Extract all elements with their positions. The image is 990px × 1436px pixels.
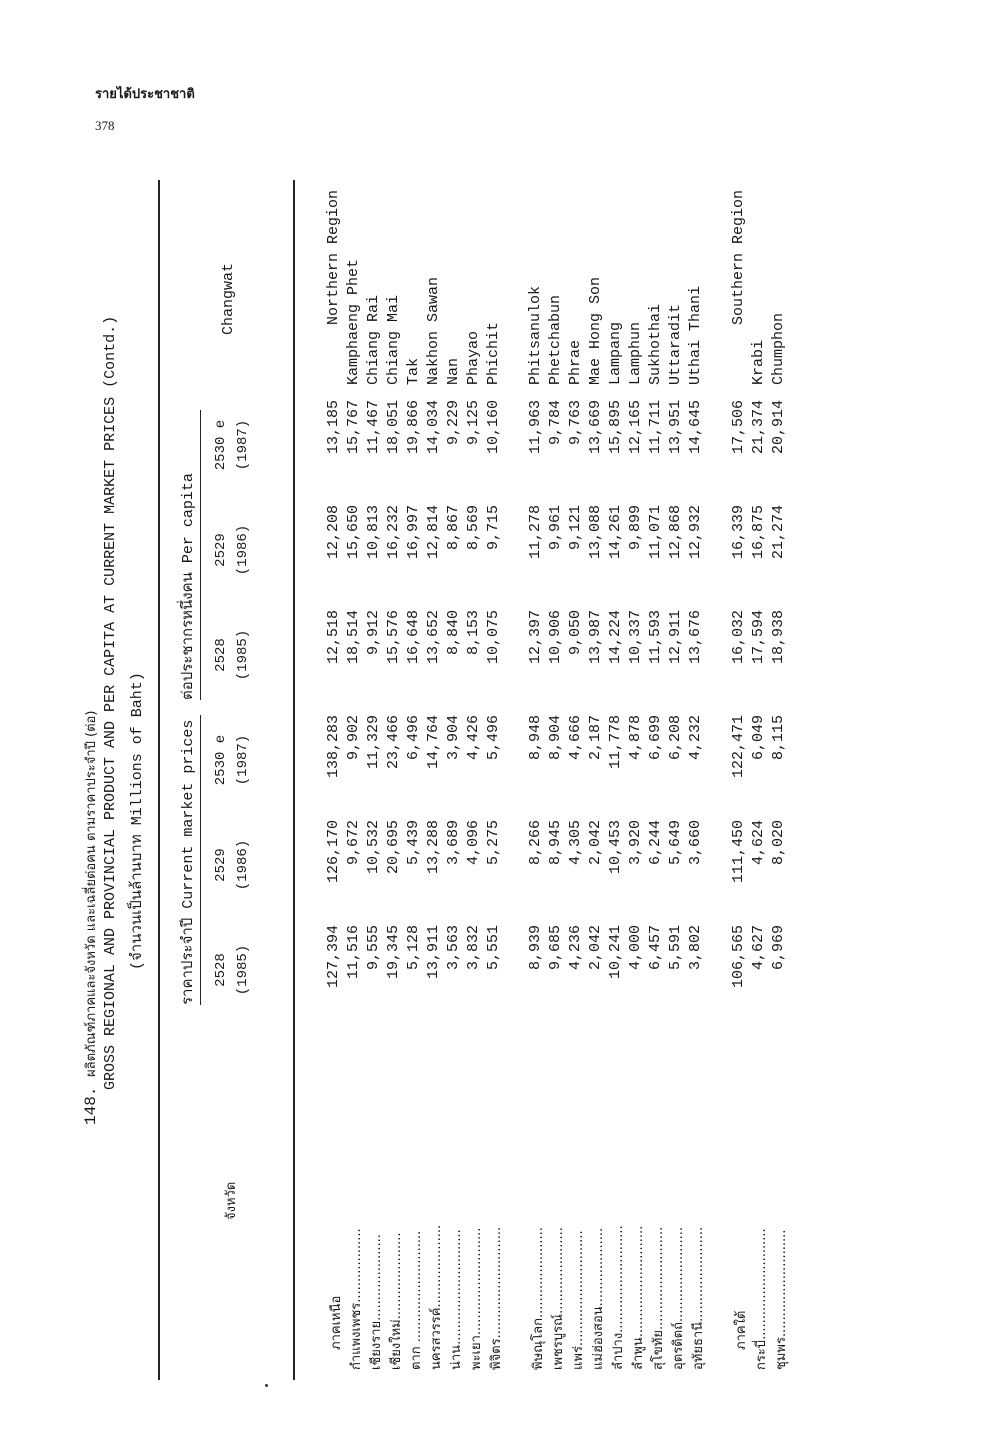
row-value: 19,345 (385, 925, 402, 980)
row-value: 16,875 (750, 505, 767, 560)
row-province-en: Phitsanulok (527, 285, 544, 385)
row-value: 9,912 (365, 610, 382, 656)
row-value: 6,699 (647, 715, 664, 761)
row-value: 11,278 (527, 505, 544, 560)
row-province-en: Southern Region (730, 190, 747, 326)
row-value: 11,516 (345, 925, 362, 980)
row-province-th: แพร่............................ (571, 1230, 586, 1370)
row-value: 17,594 (750, 610, 767, 665)
row-value: 9,685 (547, 925, 564, 971)
row-province-th: ลำปาง.......................... (611, 1225, 626, 1370)
year-header: 2528 (1985) (213, 629, 251, 681)
row-value: 111,450 (730, 820, 747, 884)
row-province-th: ตาก ........................... (409, 1230, 424, 1370)
row-value: 20,695 (385, 820, 402, 875)
row-value: 10,241 (607, 925, 624, 980)
row-province-en: Nakhon Sawan (425, 276, 442, 385)
row-value: 3,660 (687, 820, 704, 866)
year-header: 2529 (1986) (213, 839, 251, 891)
row-value: 3,832 (465, 925, 482, 971)
row-value: 5,551 (485, 925, 502, 971)
year-header: 2530 e (1987) (213, 419, 251, 471)
row-value: 122,471 (730, 715, 747, 779)
running-header-title: รายได้ประชาชาติ (95, 86, 195, 101)
row-value: 138,283 (325, 715, 342, 779)
row-value: 8,840 (445, 610, 462, 656)
row-value: 11,467 (365, 400, 382, 455)
row-value: 9,555 (365, 925, 382, 971)
row-value: 6,244 (647, 820, 664, 866)
row-value: 18,514 (345, 610, 362, 665)
row-value: 21,274 (770, 505, 787, 560)
row-province-en: Sukhothai (647, 303, 664, 385)
table-number: 148. (82, 1086, 100, 1125)
row-province-en: Uthai Thani (687, 285, 704, 385)
row-value: 9,763 (567, 400, 584, 446)
row-value: 11,071 (647, 505, 664, 560)
year-header: 2530 e (1987) (213, 734, 251, 786)
table-title-thai: ผลิตภัณฑ์ภาคและจังหวัด และเฉลี่ยต่อคน ตามราคาประจำปี (ต่อ) (84, 710, 99, 1077)
row-value: 4,000 (627, 925, 644, 971)
row-value: 16,232 (385, 505, 402, 560)
row-value: 14,764 (425, 715, 442, 770)
row-value: 8,115 (770, 715, 787, 761)
row-province-en: Krabi (750, 339, 767, 385)
row-value: 10,532 (365, 820, 382, 875)
row-value: 4,096 (465, 820, 482, 866)
row-value: 13,669 (587, 400, 604, 455)
row-value: 4,236 (567, 925, 584, 971)
row-province-th: อุตรดิตถ์....................... (671, 1226, 686, 1370)
row-value: 6,049 (750, 715, 767, 761)
row-value: 9,961 (547, 505, 564, 551)
row-value: 10,160 (485, 400, 502, 455)
row-province-th: เชียงใหม่..................... (389, 1232, 404, 1370)
row-province-th: สุโขทัย......................... (651, 1226, 666, 1370)
row-value: 13,676 (687, 610, 704, 665)
row-province-en: Lamphun (627, 321, 644, 385)
row-value: 16,648 (405, 610, 422, 665)
row-value: 4,305 (567, 820, 584, 866)
row-province-th: พิษณุโลก...................... (531, 1227, 546, 1370)
row-value: 21,374 (750, 400, 767, 455)
row-value: 4,878 (627, 715, 644, 761)
year-header: 2529 (1986) (213, 524, 251, 576)
row-value: 12,397 (527, 610, 544, 665)
row-value: 3,563 (445, 925, 462, 971)
row-province-th: น่าน............................ (449, 1229, 464, 1370)
row-value: 11,963 (527, 400, 544, 455)
row-value: 8,904 (547, 715, 564, 761)
row-value: 8,569 (465, 505, 482, 551)
row-value: 9,715 (485, 505, 502, 551)
row-value: 20,914 (770, 400, 787, 455)
row-value: 5,439 (405, 820, 422, 866)
row-value: 8,867 (445, 505, 462, 551)
row-value: 4,624 (750, 820, 767, 866)
row-value: 10,906 (547, 610, 564, 665)
row-province-en: Mae Hong Son (587, 276, 604, 385)
row-value: 5,275 (485, 820, 502, 866)
row-value: 16,339 (730, 505, 747, 560)
row-value: 3,920 (627, 820, 644, 866)
row-province-th: ภาคใต้ (734, 1310, 749, 1350)
row-value: 5,128 (405, 925, 422, 971)
row-value: 3,689 (445, 820, 462, 866)
row-value: 3,904 (445, 715, 462, 761)
row-value: 12,814 (425, 505, 442, 560)
row-province-en: Kamphaeng Phet (345, 258, 362, 385)
row-province-th: แม่ฮ่องสอน................... (591, 1227, 606, 1370)
row-value: 11,711 (647, 400, 664, 455)
row-value: 12,868 (667, 505, 684, 560)
row-value: 2,187 (587, 715, 604, 761)
row-value: 14,034 (425, 400, 442, 455)
year-header: 2528 (1985) (213, 944, 251, 996)
row-province-en: Phichit (485, 321, 502, 385)
row-value: 11,329 (365, 715, 382, 770)
page-number: 378 (95, 118, 115, 133)
row-province-en: Phetchabun (547, 294, 564, 385)
rotated-table-page (80, 180, 860, 1380)
row-value: 10,075 (485, 610, 502, 665)
row-value: 10,337 (627, 610, 644, 665)
row-value: 16,032 (730, 610, 747, 665)
row-province-th: นครสวรรค์.................... (429, 1224, 444, 1370)
row-value: 15,576 (385, 610, 402, 665)
row-value: 6,208 (667, 715, 684, 761)
row-province-th: กระบี่........................... (754, 1228, 769, 1370)
row-value: 5,591 (667, 925, 684, 971)
row-value: 6,457 (647, 925, 664, 971)
row-value: 18,051 (385, 400, 402, 455)
row-value: 8,939 (527, 925, 544, 971)
row-value: 2,042 (587, 820, 604, 866)
row-province-en: Northern Region (325, 190, 342, 326)
row-value: 13,288 (425, 820, 442, 875)
row-value: 12,518 (325, 610, 342, 665)
row-province-en: Chumphon (770, 312, 787, 385)
row-value: 19,866 (405, 400, 422, 455)
row-value: 13,911 (425, 925, 442, 980)
row-province-th: กำแพงเพชร.................. (349, 1228, 364, 1370)
row-value: 14,645 (687, 400, 704, 455)
row-value: 10,813 (365, 505, 382, 560)
row-value: 12,932 (687, 505, 704, 560)
row-value: 8,945 (547, 820, 564, 866)
row-province-en: Phrae (567, 339, 584, 385)
row-value: 9,229 (445, 400, 462, 446)
row-province-en: Chiang Mai (385, 294, 402, 385)
row-value: 5,496 (485, 715, 502, 761)
row-value: 16,997 (405, 505, 422, 560)
row-province-th: อุทัยธานี....................... (691, 1226, 706, 1370)
row-value: 12,165 (627, 400, 644, 455)
row-province-en: Chiang Rai (365, 294, 382, 385)
row-value: 6,496 (405, 715, 422, 761)
row-province-th: ชุมพร.......................... (774, 1229, 789, 1370)
row-value: 9,672 (345, 820, 362, 866)
row-province-en: Lampang (607, 321, 624, 385)
row-value: 12,911 (667, 610, 684, 665)
row-value: 9,121 (567, 505, 584, 551)
row-value: 11,593 (647, 610, 664, 665)
header-per-capita: ต่อประชากรหนึ่งคน Per capita (180, 473, 197, 700)
row-value: 23,466 (385, 715, 402, 770)
header-province-en: Changwat (220, 262, 237, 335)
row-value: 2,042 (587, 925, 604, 971)
row-value: 18,938 (770, 610, 787, 665)
row-province-en: Nan (445, 357, 462, 385)
table-title-en: GROSS REGIONAL AND PROVINCIAL PRODUCT AND PER CAPITA AT CURRENT MARKET PRICES (Contd.) (102, 315, 119, 1090)
row-value: 5,649 (667, 820, 684, 866)
row-value: 12,208 (325, 505, 342, 560)
row-province-th: เพชรบูรณ์..................... (551, 1227, 566, 1370)
row-value: 126,170 (325, 820, 342, 884)
row-province-th: พิจิตร........................... (489, 1226, 504, 1370)
row-value: 9,899 (627, 505, 644, 551)
row-value: 14,224 (607, 610, 624, 665)
row-value: 4,666 (567, 715, 584, 761)
row-province-en: Uttaradit (667, 303, 684, 385)
header-province-th: จังหวัด (224, 1181, 239, 1220)
row-value: 15,767 (345, 400, 362, 455)
row-value: 4,232 (687, 715, 704, 761)
row-province-th: พะเยา.......................... (469, 1227, 484, 1370)
row-value: 9,125 (465, 400, 482, 446)
row-value: 9,902 (345, 715, 362, 761)
row-value: 8,020 (770, 820, 787, 866)
table-unit: (จำนวนเป็นล้านบาท Millions of Baht) (129, 672, 146, 970)
row-value: 13,987 (587, 610, 604, 665)
header-current-prices: ราคาประจำปี Current market prices (180, 719, 197, 1005)
row-province-th: ภาคเหนือ (329, 1295, 344, 1350)
row-value: 15,650 (345, 505, 362, 560)
row-province-th: เชียงราย..................... (369, 1234, 384, 1370)
stray-mark (265, 1384, 268, 1387)
row-value: 17,506 (730, 400, 747, 455)
row-value: 3,802 (687, 925, 704, 971)
row-value: 14,261 (607, 505, 624, 560)
row-province-en: Tak (405, 357, 422, 385)
row-value: 127,394 (325, 925, 342, 989)
row-value: 11,778 (607, 715, 624, 770)
row-value: 13,088 (587, 505, 604, 560)
row-value: 4,426 (465, 715, 482, 761)
row-value: 8,266 (527, 820, 544, 866)
row-value: 10,453 (607, 820, 624, 875)
row-province-th: ลำพูน........................... (631, 1225, 646, 1370)
row-value: 4,627 (750, 925, 767, 971)
row-value: 106,565 (730, 925, 747, 989)
table-body (80, 180, 860, 1380)
row-value: 8,153 (465, 610, 482, 656)
row-value: 13,185 (325, 400, 342, 455)
row-value: 6,969 (770, 925, 787, 971)
row-value: 15,895 (607, 400, 624, 455)
row-value: 13,652 (425, 610, 442, 665)
row-value: 9,050 (567, 610, 584, 656)
row-value: 13,951 (667, 400, 684, 455)
row-province-en: Phayao (465, 330, 482, 385)
row-value: 8,948 (527, 715, 544, 761)
row-value: 9,784 (547, 400, 564, 446)
